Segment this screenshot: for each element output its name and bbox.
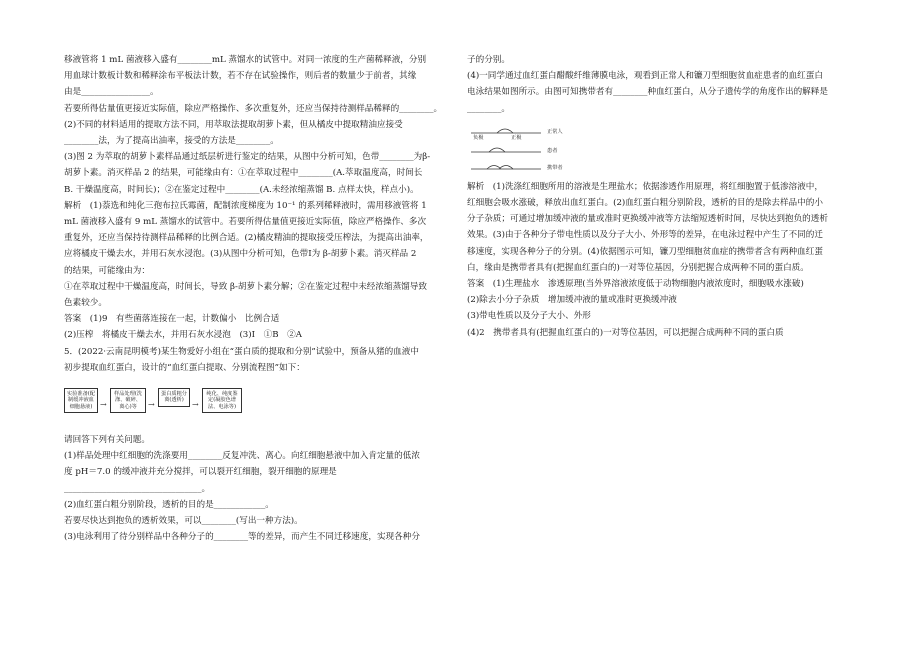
gel-bands-diagram [467, 119, 587, 177]
flow-step-2: 样品处理(洗涤、破碎、离心)等 [110, 388, 146, 413]
flow-step-4: 纯化、纯度鉴定(凝胶色谱法、电泳等) [202, 388, 242, 413]
question-line: 子的分别。 [467, 55, 510, 65]
question-line: 请回答下列有关问题。 [64, 435, 150, 446]
flow-chart [64, 378, 456, 432]
gel-row-label: 患者 [547, 147, 558, 154]
analysis-line: 解析 (1)洗涤红细胞所用的溶液是生理盐水；依据渗透作用原理，将红细胞置于低渗溶液中， [467, 181, 823, 192]
analysis-line: 效果。(3)由于各种分子带电性质以及分子大小、外形等的差异，在电泳过程中产生了不同的迁 [467, 230, 823, 241]
analysis-line: 移速度，实现各种分子的分别。(4)依据图示可知，镰刀型细胞贫血症的携带者含有两种血红蛋 [467, 246, 823, 257]
question-line: 5．(2022·云南昆明模考)某生物爱好小组在“蛋白质的提取和分别”试验中，预备从猪的血液中 [64, 346, 419, 357]
arrow-right-icon: → [192, 400, 199, 410]
positive-pole-label: 正极 [511, 134, 522, 141]
text-line: (3)图 2 为萃取的胡萝卜素样品通过纸层析进行鉴定的结果，从图中分析可知，色带________为β- [64, 152, 431, 163]
analysis-line: 分子杂质；可通过增加缓冲液的量或准时更换缓冲液等方法缩短透析时间，尽快达到抱负的透析 [467, 214, 828, 225]
analysis-line: 重复外，还应当保持待测样品稀释的比例合适。(2)橘皮精油的提取接受压榨法，为提高出油率， [64, 233, 429, 244]
text-line: 胡萝卜素。消灭样品 2 的结果，可能缘由有：①在萃取过程中________(A.萃取温度高，时间长 [64, 168, 423, 179]
analysis-line: 应将橘皮干燥去水，并用石灰水浸泡。(3)从图中分析可知，色带Ⅰ为 β-胡萝卜素。消灭样品 2 [64, 249, 417, 260]
analysis-line: 红细胞会吸水涨破，释放出血红蛋白。(2)血红蛋白粗分别阶段，透析的目的是除去样品中的小 [467, 198, 823, 209]
text-line: (2)不同的材料适用的提取方法不同，用萃取法提取胡萝卜素，但从橘皮中提取精油应接受 [64, 119, 403, 130]
gel-row-label: 正常人 [547, 128, 563, 135]
answer-line: (2)压榨 将橘皮干燥去水，并用石灰水浸泡 (3)Ⅰ ①B ②A [64, 330, 302, 341]
arrow-right-icon: → [148, 400, 155, 410]
answer-line: 答案 (1)生理盐水 渗透原理(当外界溶液浓度低于动物细胞内液浓度时，细胞吸水涨破) [467, 279, 804, 290]
analysis-line: 色素较少。 [64, 298, 107, 309]
text-line: 用血球计数板计数和稀释涂布平板法计数，若不存在试验操作，则后者的数量少于前者，其缘 [64, 71, 417, 82]
negative-pole-label: 负极 [473, 134, 484, 141]
electrophoresis-figure [467, 119, 857, 177]
arrow-right-icon: → [100, 400, 107, 410]
text-line: 若要所得估量值更接近实际值，除应严格操作、多次重复外，还应当保持待测样品稀释的________。 [64, 103, 443, 114]
question-line: 度 pH＝7.0 的缓冲液并充分搅拌，可以裂开红细胞，裂开细胞的原理是 [64, 467, 337, 478]
question-line: (3)电泳利用了待分别样品中各种分子的________等的差异，而产生不同迁移速度，实现各种分 [64, 532, 420, 543]
question-line: ________。 [467, 103, 510, 114]
band-peak [487, 165, 501, 169]
band-peak [489, 148, 505, 152]
question-line: ________________________________。 [64, 483, 211, 494]
question-line: 若要尽快达到抱负的透析效果，可以________(写出一种方法)。 [64, 516, 303, 527]
question-line: 初步提取血红蛋白，设计的“血红蛋白提取、分别流程图”如下： [64, 362, 305, 373]
analysis-line: 白，缘由是携带者具有(把握血红蛋白的)一对等位基因，分别把握合成两种不同的蛋白质。 [467, 262, 809, 273]
question-line: (4)一同学通过血红蛋白醋酸纤维薄膜电泳，观看到正常人和镰刀型细胞贫血症患者的血红蛋白 [467, 71, 823, 82]
analysis-line: 的结果，可能缘由为： [64, 265, 150, 276]
text-line: 移液管将 1 mL 菌液移入盛有________mL 蒸馏水的试管中。对同一浓度的生产菌稀释液，分别 [64, 55, 427, 65]
analysis-line: 解析 (1)萘选和纯化三孢布拉氏霉菌，配制浓度梯度为 10⁻¹ 的系列稀释液时，需用移液管将 1 [64, 200, 427, 211]
gel-row-label: 携带者 [547, 164, 563, 171]
text-line: 由是________________。 [64, 87, 159, 98]
analysis-line: mL 菌液移入盛有 9 mL 蒸馏水的试管中。若要所得估量值更接近实际值，除应严格操作、多次 [64, 217, 427, 228]
question-line: 电泳结果如图所示。由图可知携带者有________种血红蛋白，从分子遗传学的角度作出的解释是 [467, 87, 828, 98]
answer-line: 答案 (1)9 有些菌落连接在一起，计数偏小 比例合适 [64, 314, 280, 325]
answer-line: (2)除去小分子杂质 增加缓冲液的量或准时更换缓冲液 [467, 295, 677, 306]
text-line: B. 干燥温度高，时间长)；②在鉴定过程中________(A.未经浓缩蒸馏 B. 点样太快，样点小)。 [64, 184, 419, 195]
band-peak [497, 129, 513, 133]
answer-line: (4)2 携带者具有(把握血红蛋白的)一对等位基因，可以把握合成两种不同的蛋白质 [467, 327, 784, 338]
analysis-line: ①在萃取过程中干燥温度高，时间长，导致 β-胡萝卜素分解；②在鉴定过程中未经浓缩蒸馏导致 [64, 281, 427, 292]
flow-step-3: 蛋白质粗分离(透析) [158, 388, 190, 407]
left-column [64, 52, 456, 545]
text-line: ________法，为了提高出油率，接受的方法是________。 [64, 136, 279, 147]
band-peak [499, 165, 513, 169]
right-column [467, 52, 857, 341]
question-line: (2)血红蛋白粗分别阶段，透析的目的是____________。 [64, 499, 274, 510]
question-line: (1)样品处理中红细胞的洗涤要用________反复冲洗、离心。向红细胞悬液中加入肯定量的低浓 [64, 451, 420, 462]
flow-step-1: 实验准备(配制缓冲液血细胞悬液) [64, 388, 98, 413]
answer-line: (3)带电性质以及分子大小、外形 [467, 311, 591, 322]
